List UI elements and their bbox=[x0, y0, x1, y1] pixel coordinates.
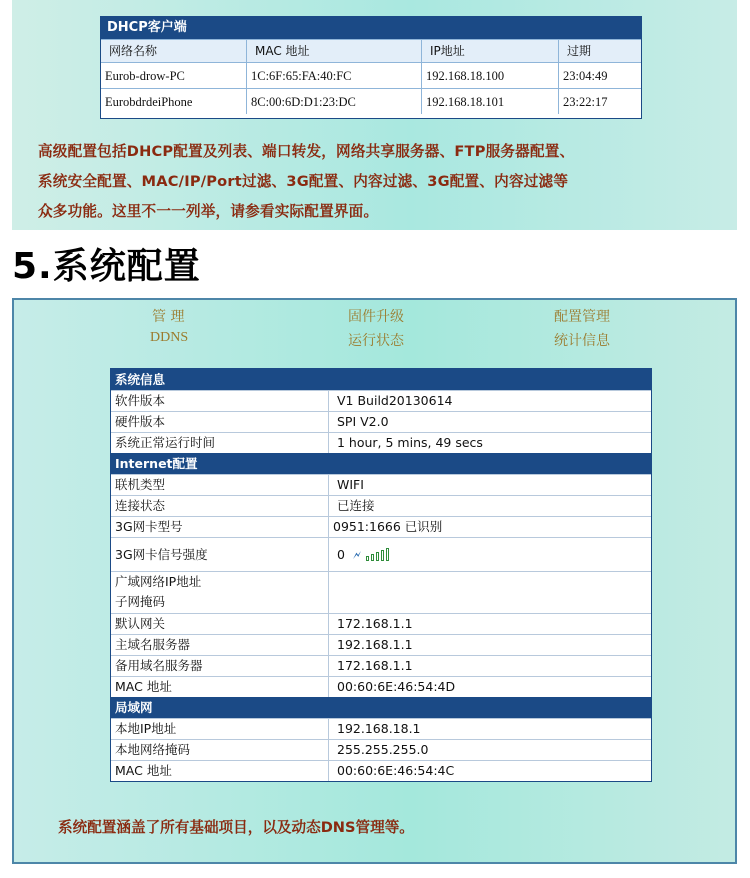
primary-dns-value: 192.168.1.1 bbox=[337, 637, 413, 652]
table-row bbox=[111, 760, 651, 781]
column-header-mac: MAC 地址 bbox=[247, 40, 422, 62]
hardware-version-value: SPI V2.0 bbox=[337, 414, 389, 429]
uptime-label: 系统正常运行时间 bbox=[111, 433, 329, 453]
table-row bbox=[101, 88, 641, 114]
nav-link-ddns[interactable]: DDNS bbox=[150, 330, 189, 345]
uptime-value: 1 hour, 5 mins, 49 secs bbox=[337, 435, 483, 450]
wan-mac-label: MAC 地址 bbox=[111, 677, 329, 697]
software-version-label: 软件版本 bbox=[111, 391, 329, 411]
table-row bbox=[101, 62, 641, 88]
column-header-expire: 过期 bbox=[567, 44, 592, 58]
3g-signal-strength-value: 0 bbox=[337, 547, 345, 562]
table-row bbox=[111, 634, 651, 655]
table-row bbox=[111, 592, 651, 613]
cell-network-name: EurobdrdeiPhone bbox=[101, 89, 247, 114]
advanced-config-description bbox=[38, 137, 728, 227]
table-row bbox=[111, 613, 651, 634]
secondary-dns-label: 备用域名服务器 bbox=[111, 656, 329, 676]
lan-ip-label: 本地IP地址 bbox=[111, 719, 329, 739]
connection-type-label: 联机类型 bbox=[111, 475, 329, 495]
dhcp-client-table bbox=[100, 16, 642, 119]
3g-card-model-label: 3G网卡型号 bbox=[111, 517, 329, 537]
column-header-ip: IP地址 bbox=[422, 40, 559, 62]
nav-link-run-status[interactable]: 运行状态 bbox=[348, 333, 404, 349]
status-info-table bbox=[110, 368, 652, 782]
cell-mac: 8C:00:6D:D1:23:DC bbox=[247, 89, 422, 114]
table-row bbox=[111, 739, 651, 760]
software-version-value: V1 Build20130614 bbox=[337, 393, 453, 408]
cell-expire: 23:04:49 bbox=[563, 69, 608, 83]
connection-status-label: 连接状态 bbox=[111, 496, 329, 516]
description-line: 众多功能。这里不一一列举，请参看实际配置界面。 bbox=[38, 203, 379, 220]
connection-status-value: 已连接 bbox=[337, 498, 375, 513]
cell-expire: 23:22:17 bbox=[563, 95, 608, 109]
nav-link-config-management[interactable]: 配置管理 bbox=[554, 309, 610, 325]
cell-ip: 192.168.18.100 bbox=[422, 63, 559, 88]
secondary-dns-value: 172.168.1.1 bbox=[337, 658, 413, 673]
nav-link-firmware-upgrade[interactable]: 固件升级 bbox=[348, 309, 404, 325]
column-header-network-name: 网络名称 bbox=[101, 40, 247, 62]
section-header-system-info: 系统信息 bbox=[111, 369, 651, 390]
table-row bbox=[111, 516, 651, 537]
lan-mac-value: 00:60:6E:46:54:4C bbox=[337, 763, 455, 778]
nav-link-statistics[interactable]: 统计信息 bbox=[554, 333, 610, 349]
system-config-description: 系统配置涵盖了所有基础项目，以及动态DNS管理等。 bbox=[58, 819, 414, 836]
table-row bbox=[111, 537, 651, 571]
table-row bbox=[111, 432, 651, 453]
3g-signal-strength-cell bbox=[329, 538, 651, 571]
cell-network-name: Eurob-drow-PC bbox=[101, 63, 247, 88]
section-header-lan: 局域网 bbox=[111, 697, 651, 718]
3g-card-model-value: 0951:1666 已识别 bbox=[333, 519, 443, 534]
table-row bbox=[111, 571, 651, 592]
cell-mac: 1C:6F:65:FA:40:FC bbox=[247, 63, 422, 88]
lan-ip-value: 192.168.18.1 bbox=[337, 721, 421, 736]
table-row bbox=[111, 390, 651, 411]
top-feature-panel bbox=[12, 0, 737, 230]
wan-ip-value bbox=[329, 572, 651, 592]
table-row bbox=[111, 495, 651, 516]
wan-mac-value: 00:60:6E:46:54:4D bbox=[337, 679, 456, 694]
section-title: 5.系统配置 bbox=[12, 246, 201, 287]
table-row bbox=[111, 676, 651, 697]
lan-mask-value: 255.255.255.0 bbox=[337, 742, 429, 757]
nav-link-manage[interactable]: 管 理 bbox=[152, 309, 185, 325]
3g-signal-strength-label: 3G网卡信号强度 bbox=[111, 538, 329, 571]
default-gateway-value: 172.168.1.1 bbox=[337, 616, 413, 631]
description-line: 高级配置包括DHCP配置及列表、端口转发，网络共享服务器、FTP服务器配置、 bbox=[38, 143, 575, 160]
dhcp-table-title: DHCP客户端 bbox=[101, 17, 641, 39]
lan-mask-label: 本地网络掩码 bbox=[111, 740, 329, 760]
primary-dns-label: 主域名服务器 bbox=[111, 635, 329, 655]
hardware-version-label: 硬件版本 bbox=[111, 412, 329, 432]
subnet-mask-value bbox=[329, 592, 651, 613]
system-config-panel bbox=[12, 298, 737, 864]
signal-bars-icon bbox=[366, 547, 389, 561]
antenna-icon: 🗲 bbox=[352, 548, 361, 562]
connection-type-value: WIFI bbox=[337, 477, 364, 492]
default-gateway-label: 默认网关 bbox=[111, 614, 329, 634]
dhcp-table-header bbox=[101, 39, 641, 62]
cell-ip: 192.168.18.101 bbox=[422, 89, 559, 114]
table-row bbox=[111, 718, 651, 739]
section-header-internet: Internet配置 bbox=[111, 453, 651, 474]
subnet-mask-label: 子网掩码 bbox=[111, 592, 329, 613]
lan-mac-label: MAC 地址 bbox=[111, 761, 329, 781]
table-row bbox=[111, 655, 651, 676]
description-line: 系统安全配置、MAC/IP/Port过滤、3G配置、内容过滤、3G配置、内容过滤等 bbox=[38, 173, 569, 190]
table-row bbox=[111, 411, 651, 432]
table-row bbox=[111, 474, 651, 495]
wan-ip-label: 广域网络IP地址 bbox=[111, 572, 329, 592]
